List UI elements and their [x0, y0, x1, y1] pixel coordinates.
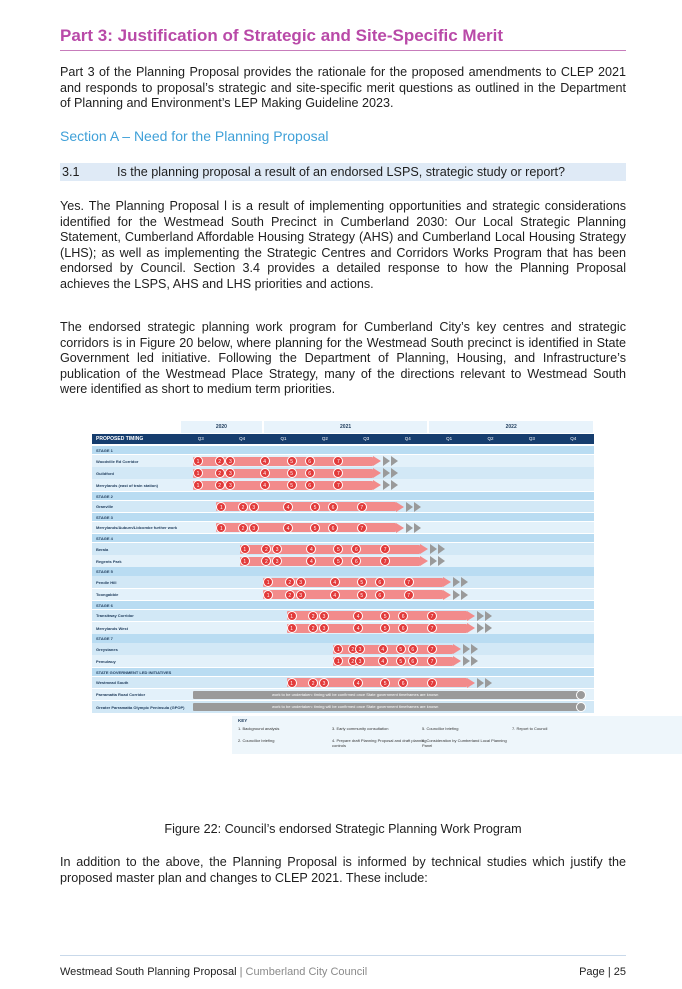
stage-row [92, 513, 594, 521]
chevron-icon [477, 678, 484, 688]
chevron-icon [485, 611, 492, 621]
stage-row [92, 567, 594, 575]
legend-item: 1. Background analysis [238, 726, 280, 732]
quarter-label: Q4 [239, 436, 246, 441]
quarter-label: Q3 [363, 436, 370, 441]
chevron-icon [383, 480, 390, 490]
milestone-marker: 7 [404, 590, 414, 600]
milestone-marker: 6 [375, 577, 385, 587]
year-label: 2022 [429, 421, 593, 433]
milestone-marker: 3 [272, 544, 282, 554]
chevron-icon [414, 523, 421, 533]
row-label: Guildford [96, 470, 114, 476]
milestone-marker: 3 [225, 456, 235, 466]
milestone-marker: 1 [287, 623, 297, 633]
milestone-marker: 1 [193, 468, 203, 478]
chevron-icon [383, 468, 390, 478]
milestone-marker: 5 [380, 611, 390, 621]
question-bar [60, 163, 626, 181]
quarter-label: Q1 [446, 436, 453, 441]
row-label: Toongabbie [96, 592, 119, 598]
answer-paragraph-2: The endorsed strategic planning work program for Cumberland City’s key centres and strategic corridors is in Figure 20 below, where planning for the Westmead South precinct is identified in State Government led initiative. Following the Department of Planning, Housing, and Infrastructure’s publication of the Westmead Place Strategy, many of the directions relevant to Westmead South were identified as short to medium term priorities. [60, 320, 626, 396]
milestone-marker: 3 [296, 577, 306, 587]
stage-row [92, 492, 594, 500]
milestone-marker: 7 [427, 623, 437, 633]
pending-marker [576, 690, 586, 700]
milestone-marker: 6 [351, 544, 361, 554]
chevron-icon [477, 623, 484, 633]
chevron-icon [430, 556, 437, 566]
row-label: Merrylands/Auburn/Lidcombe further work [96, 525, 178, 531]
milestone-marker: 4 [378, 656, 388, 666]
footer-document-title: Westmead South Planning Proposal [60, 966, 237, 978]
timing-header-label: PROPOSED TIMING [96, 436, 144, 442]
timeline-arrow-icon [396, 523, 404, 533]
timeline-arrow-icon [467, 611, 475, 621]
milestone-marker: 1 [240, 544, 250, 554]
stage-row [92, 601, 594, 609]
milestone-marker: 2 [308, 678, 318, 688]
row-label: Greystanes [96, 646, 118, 652]
page-footer [60, 955, 626, 978]
timeline-arrow-icon [453, 656, 461, 666]
milestone-marker: 1 [263, 577, 273, 587]
legend-item: 6. Consideration by Cumberland Local Planning Panel [422, 738, 507, 749]
part-heading: Part 3: Justification of Strategic and Site-Specific Merit [60, 26, 626, 51]
stage-row [92, 634, 594, 642]
milestone-marker: 5 [357, 590, 367, 600]
milestone-marker: 7 [427, 611, 437, 621]
milestone-marker: 7 [380, 556, 390, 566]
milestone-marker: 2 [261, 544, 271, 554]
chevron-icon [406, 523, 413, 533]
timeline-arrow-icon [467, 678, 475, 688]
quarter-label: Q4 [404, 436, 411, 441]
chevron-icon [463, 644, 470, 654]
question-number: 3.1 [62, 165, 80, 179]
chevron-icon [438, 556, 445, 566]
milestone-marker: 4 [260, 468, 270, 478]
milestone-marker: 7 [357, 502, 367, 512]
milestone-marker: 6 [305, 468, 315, 478]
row-label: STAGE 3 [96, 514, 113, 520]
milestone-marker: 2 [215, 480, 225, 490]
legend-item: 3. Early community consultation [332, 726, 389, 732]
milestone-marker: 6 [375, 590, 385, 600]
section-heading: Section A – Need for the Planning Proposal [60, 128, 329, 144]
milestone-marker: 5 [287, 456, 297, 466]
row-label: Greater Parramatta Olympic Peninsula (GPOP) [96, 704, 185, 710]
milestone-marker: 6 [398, 611, 408, 621]
legend-item: 5. Councillor briefing [422, 726, 459, 732]
chevron-icon [453, 577, 460, 587]
milestone-marker: 2 [308, 623, 318, 633]
milestone-marker: 3 [319, 678, 329, 688]
timeline-arrow-icon [420, 556, 428, 566]
milestone-marker: 5 [287, 480, 297, 490]
row-label: Regents Park [96, 558, 122, 564]
chevron-icon [485, 678, 492, 688]
legend-title: KEY [238, 718, 248, 724]
milestone-marker: 2 [215, 468, 225, 478]
milestone-marker: 6 [351, 556, 361, 566]
row-label: Pemulwuy [96, 658, 116, 664]
milestone-marker: 6 [328, 502, 338, 512]
intro-paragraph: Part 3 of the Planning Proposal provides the rationale for the proposed amendments to CLEP 2021 and responds to proposal’s strategic and site-specific merit questions as outlined in the Department of Planning and Environment’s LEP Making Guideline 2023. [60, 65, 626, 110]
milestone-marker: 5 [333, 544, 343, 554]
milestone-marker: 3 [355, 656, 365, 666]
milestone-marker: 3 [355, 644, 365, 654]
legend-item: 2. Councillor briefing [238, 738, 275, 744]
chevron-icon [477, 611, 484, 621]
milestone-marker: 4 [306, 556, 316, 566]
timeline-arrow-icon [443, 590, 451, 600]
quarter-label: Q3 [528, 436, 535, 441]
milestone-marker: 3 [296, 590, 306, 600]
milestone-marker: 4 [260, 480, 270, 490]
milestone-marker: 7 [333, 456, 343, 466]
timeline-arrow-icon [467, 623, 475, 633]
milestone-marker: 1 [287, 611, 297, 621]
quarter-label: Q1 [280, 436, 287, 441]
milestone-marker: 1 [333, 656, 343, 666]
milestone-marker: 7 [357, 523, 367, 533]
row-label: STAGE 1 [96, 448, 113, 453]
footer-separator: | [236, 966, 246, 978]
milestone-marker: 3 [319, 611, 329, 621]
milestone-marker: 1 [216, 502, 226, 512]
milestone-marker: 3 [249, 502, 259, 512]
answer-paragraph-1: Yes. The Planning Proposal l is a result of implementing opportunities and strategic considerations identified for the Westmead South Precinct in Cumberland 2030: Our Local Strategic Planning Statement, Cumberland Affordable Housing Strategy (AHS) and Cumberland Local Housing Strategy (LHS); as well as implementing the Strategic Centres and Corridors Works Program that has been endorsed by Council. Section 3.4 provides a detailed response to how the Planning Proposal achieves the LSPS, AHS and LHS priorities and actions. [60, 199, 626, 291]
row-label: Transitway Corridor [96, 613, 134, 619]
milestone-marker: 2 [285, 577, 295, 587]
year-label: 2020 [181, 421, 262, 433]
milestone-marker: 7 [380, 544, 390, 554]
row-label: STAGE 2 [96, 493, 113, 499]
pending-marker [576, 702, 586, 712]
milestone-marker: 7 [333, 480, 343, 490]
milestone-marker: 7 [427, 678, 437, 688]
question-text: Is the planning proposal a result of an endorsed LSPS, strategic study or report? [117, 165, 566, 179]
legend-item: 7. Report to Council [512, 726, 548, 732]
timeline-arrow-icon [453, 644, 461, 654]
chevron-icon [391, 456, 398, 466]
milestone-marker: 4 [283, 502, 293, 512]
milestone-marker: 6 [408, 644, 418, 654]
stage-row [92, 534, 594, 542]
chevron-icon [391, 480, 398, 490]
milestone-marker: 4 [330, 590, 340, 600]
row-label: Granville [96, 504, 114, 510]
milestone-marker: 7 [333, 468, 343, 478]
milestone-marker: 3 [272, 556, 282, 566]
chevron-icon [453, 590, 460, 600]
milestone-marker: 1 [193, 480, 203, 490]
milestone-marker: 2 [261, 556, 271, 566]
page-number: Page | 25 [579, 966, 626, 978]
timeline-arrow-icon [396, 502, 404, 512]
timeline-arrow-icon [420, 544, 428, 554]
milestone-marker: 4 [260, 456, 270, 466]
row-label: STAGE 7 [96, 636, 113, 642]
chevron-icon [463, 656, 470, 666]
milestone-marker: 7 [427, 656, 437, 666]
milestone-marker: 4 [353, 678, 363, 688]
milestone-marker: 6 [305, 456, 315, 466]
milestone-marker: 4 [330, 577, 340, 587]
milestone-marker: 2 [238, 523, 248, 533]
milestone-marker: 4 [283, 523, 293, 533]
legend-box [232, 716, 682, 754]
row-label: Merrylands (east of train station) [96, 482, 159, 488]
chevron-icon [485, 623, 492, 633]
footer-council: Cumberland City Council [245, 966, 368, 978]
milestone-marker: 4 [353, 623, 363, 633]
quarter-label: Q2 [487, 436, 494, 441]
milestone-marker: 2 [215, 456, 225, 466]
milestone-marker: 1 [216, 523, 226, 533]
legend-item: 4. Prepare draft Planning Proposal and draft planning controls [332, 738, 427, 749]
milestone-marker: 1 [333, 644, 343, 654]
milestone-marker: 5 [396, 656, 406, 666]
chevron-icon [438, 544, 445, 554]
stage-row [92, 668, 594, 676]
milestone-marker: 5 [380, 678, 390, 688]
milestone-marker: 2 [348, 644, 358, 654]
milestone-marker: 2 [285, 590, 295, 600]
timing-header [92, 434, 594, 444]
milestone-marker: 3 [249, 523, 259, 533]
milestone-marker: 5 [380, 623, 390, 633]
pending-note: work to be undertaken: timing will be confirmed once State government timeframes are known [272, 704, 439, 709]
stage-row [92, 446, 594, 454]
row-label: Berala [96, 546, 109, 552]
milestone-marker: 6 [328, 523, 338, 533]
figure-caption: Figure 22: Council’s endorsed Strategic Planning Work Program [164, 822, 522, 836]
row-label: Pendle Hill [96, 579, 117, 585]
pending-note: work to be undertaken: timing will be confirmed once State government timeframes are known [272, 691, 439, 697]
milestone-marker: 1 [263, 590, 273, 600]
milestone-marker: 6 [408, 656, 418, 666]
chevron-icon [383, 456, 390, 466]
row-label: STAGE 5 [96, 569, 113, 575]
milestone-marker: 1 [287, 678, 297, 688]
milestone-marker: 5 [287, 468, 297, 478]
milestone-marker: 7 [427, 644, 437, 654]
milestone-marker: 5 [357, 577, 367, 587]
row-label: STAGE 6 [96, 602, 113, 608]
closing-paragraph: In addition to the above, the Planning Proposal is informed by technical studies which justify the proposed master plan and changes to CLEP 2021. These include: [60, 855, 626, 885]
row-label: STAGE 4 [96, 536, 113, 541]
milestone-marker: 7 [404, 577, 414, 587]
quarter-label: Q2 [321, 436, 328, 441]
quarter-label: Q4 [570, 436, 577, 441]
chevron-icon [414, 502, 421, 512]
chevron-icon [406, 502, 413, 512]
milestone-marker: 4 [378, 644, 388, 654]
milestone-marker: 4 [306, 544, 316, 554]
milestone-marker: 2 [348, 656, 358, 666]
milestone-marker: 2 [308, 611, 318, 621]
milestone-marker: 5 [310, 523, 320, 533]
year-label: 2021 [264, 421, 428, 433]
milestone-marker: 1 [240, 556, 250, 566]
milestone-marker: 5 [396, 644, 406, 654]
chevron-icon [391, 468, 398, 478]
chevron-icon [471, 656, 478, 666]
milestone-marker: 5 [333, 556, 343, 566]
chevron-icon [461, 577, 468, 587]
work-program-figure [92, 421, 594, 795]
milestone-marker: 3 [225, 480, 235, 490]
chevron-icon [471, 644, 478, 654]
timeline-arrow-icon [373, 456, 381, 466]
milestone-marker: 6 [398, 623, 408, 633]
milestone-marker: 2 [238, 502, 248, 512]
row-label: Merrylands West [96, 625, 128, 631]
milestone-marker: 3 [319, 623, 329, 633]
milestone-marker: 6 [398, 678, 408, 688]
timeline-arrow-icon [443, 577, 451, 587]
row-label: Parramatta Road Corridor [96, 692, 146, 698]
milestone-marker: 4 [353, 611, 363, 621]
row-label: Westmead South [96, 680, 129, 686]
timeline-arrow-icon [373, 468, 381, 478]
milestone-marker: 3 [225, 468, 235, 478]
row-label: Woodville Rd Corridor [96, 458, 139, 464]
chevron-icon [430, 544, 437, 554]
milestone-marker: 6 [305, 480, 315, 490]
milestone-marker: 5 [310, 502, 320, 512]
quarter-label: Q3 [197, 436, 204, 441]
chevron-icon [461, 590, 468, 600]
milestone-marker: 1 [193, 456, 203, 466]
row-label: STATE GOVERNMENT LED INITIATIVES [96, 669, 172, 675]
timeline-arrow-icon [373, 480, 381, 490]
